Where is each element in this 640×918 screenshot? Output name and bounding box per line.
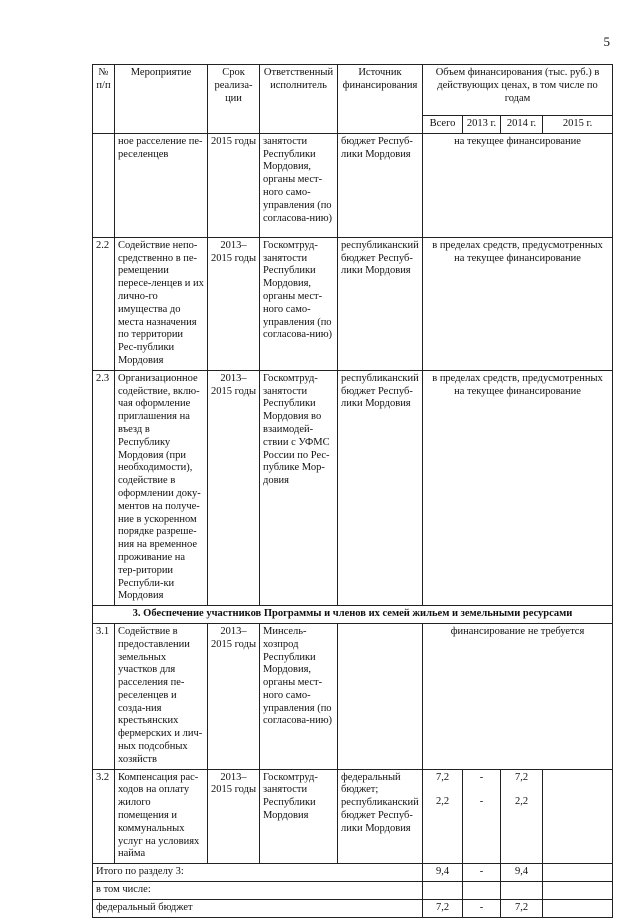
federal-row (93, 899, 613, 917)
section-row (93, 606, 613, 624)
federal-2013: - (463, 899, 501, 917)
row-num: 2.2 (93, 237, 115, 370)
header-2014: 2014 г. (501, 116, 543, 134)
row-financing: финансирование не требуется (423, 623, 613, 769)
section-title: 3. Обеспечение участников Программы и членов их семей жильем и земельными ресурсами (93, 606, 613, 624)
row-financing: на текущее финансирование (423, 133, 613, 237)
totals-2014: 9,4 (501, 864, 543, 882)
header-source: Источник финансирования (338, 65, 423, 134)
header-responsible: Ответственный исполнитель (260, 65, 338, 134)
table-row (93, 623, 613, 769)
row-financing: в пределах средств, предусмотренных на текущее финансирование (423, 237, 613, 370)
including-label: в том числе: (93, 882, 423, 900)
row-num: 2.3 (93, 370, 115, 605)
y2014-federal: 7,2 (514, 771, 529, 783)
including-total (423, 882, 463, 900)
cell-2014 (501, 769, 543, 864)
including-2015 (543, 882, 613, 900)
row-responsible: Госкомтруд-занятости Республики Мордовия (260, 769, 338, 864)
totals-2015 (543, 864, 613, 882)
page-number: 5 (603, 34, 610, 49)
total-federal: 7,2 (435, 771, 450, 783)
header-term: Срок реализа-ции (208, 65, 260, 134)
row-responsible: Госкомтруд-занятости Республики Мордовия во взаимодей-ствии с УФМС России по Рес-публике Мор-довия (260, 370, 338, 605)
row-responsible: занятости Республики Мордовия, органы мест-ного само-управления (по согласова-нию) (260, 133, 338, 237)
row-source: бюджет Респуб-лики Мордовия (338, 133, 423, 237)
cell-2013 (463, 769, 501, 864)
row-num: 3.2 (93, 769, 115, 864)
federal-2014: 7,2 (501, 899, 543, 917)
row-responsible: Минсель-хозпрод Республики Мордовия, органы мест-ного само-управления (по согласова-нию) (260, 623, 338, 769)
y2014-republican: 2,2 (514, 796, 529, 808)
header-measure: Мероприятие (115, 65, 208, 134)
row-measure: Содействие непо-средственно в пе-ремещении пересе-ленцев и их лично-го имущества до места назначения по территории Рес-публики Мордовия (115, 237, 208, 370)
table-row (93, 237, 613, 370)
y2013-federal: - (479, 771, 484, 783)
source-republican: республиканский бюджет Респуб-лики Мордовия (341, 797, 419, 834)
header-total: Всего (423, 116, 463, 134)
row-term: 2013–2015 годы (208, 237, 260, 370)
row-measure: ное расселение пе-реселенцев (115, 133, 208, 237)
row-term: 2013–2015 годы (208, 370, 260, 605)
table-row (93, 133, 613, 237)
row-financing: в пределах средств, предусмотренных на текущее финансирование (423, 370, 613, 605)
cell-total (423, 769, 463, 864)
total-republican: 2,2 (435, 796, 450, 808)
header-row (93, 65, 613, 116)
row-term: 2015 годы (208, 133, 260, 237)
totals-total: 9,4 (423, 864, 463, 882)
federal-total: 7,2 (423, 899, 463, 917)
row-num: 3.1 (93, 623, 115, 769)
header-2015: 2015 г. (543, 116, 613, 134)
row-measure: Организационное содействие, вклю-чая оформление приглашения на въезд в Республику Мордовия (при необходимости), содействие в оформлении доку-ментов на получе-ние в ускоренном порядке разреше-ния на временное проживание на тер-ритории Республи-ки Мордовия (115, 370, 208, 605)
including-row (93, 882, 613, 900)
including-2013 (463, 882, 501, 900)
row-source: республиканский бюджет Респуб-лики Мордовия (338, 370, 423, 605)
totals-label: Итого по разделу 3: (93, 864, 423, 882)
totals-row (93, 864, 613, 882)
totals-2013: - (463, 864, 501, 882)
row-responsible: Госкомтруд-занятости Республики Мордовия, органы мест-ного само-управления (по согласова-нию) (260, 237, 338, 370)
including-2014 (501, 882, 543, 900)
y2013-republican: - (479, 796, 484, 808)
table-row (93, 769, 613, 864)
federal-2015 (543, 899, 613, 917)
header-num: № п/п (93, 65, 115, 134)
row-measure: Содействие в предоставлении земельных участков для расселения пе-реселенцев и созда-ния крестьянских фермерских и лич-ных подсобных хозяйств (115, 623, 208, 769)
row-source (338, 769, 423, 864)
row-num (93, 133, 115, 237)
row-measure: Компенсация рас-ходов на оплату жилого помещения и коммунальных услуг на условиях найма (115, 769, 208, 864)
federal-label: федеральный бюджет (93, 899, 423, 917)
program-table (92, 64, 613, 918)
header-volume: Объем финансирования (тыс. руб.) в действующих ценах, в том числе по годам (423, 65, 613, 116)
table-row (93, 370, 613, 605)
row-source (338, 623, 423, 769)
row-term: 2013–2015 годы (208, 623, 260, 769)
row-source: республиканский бюджет Респуб-лики Мордовия (338, 237, 423, 370)
header-2013: 2013 г. (463, 116, 501, 134)
row-term: 2013–2015 годы (208, 769, 260, 864)
source-federal: федеральный бюджет; (341, 771, 401, 796)
cell-2015 (543, 769, 613, 864)
